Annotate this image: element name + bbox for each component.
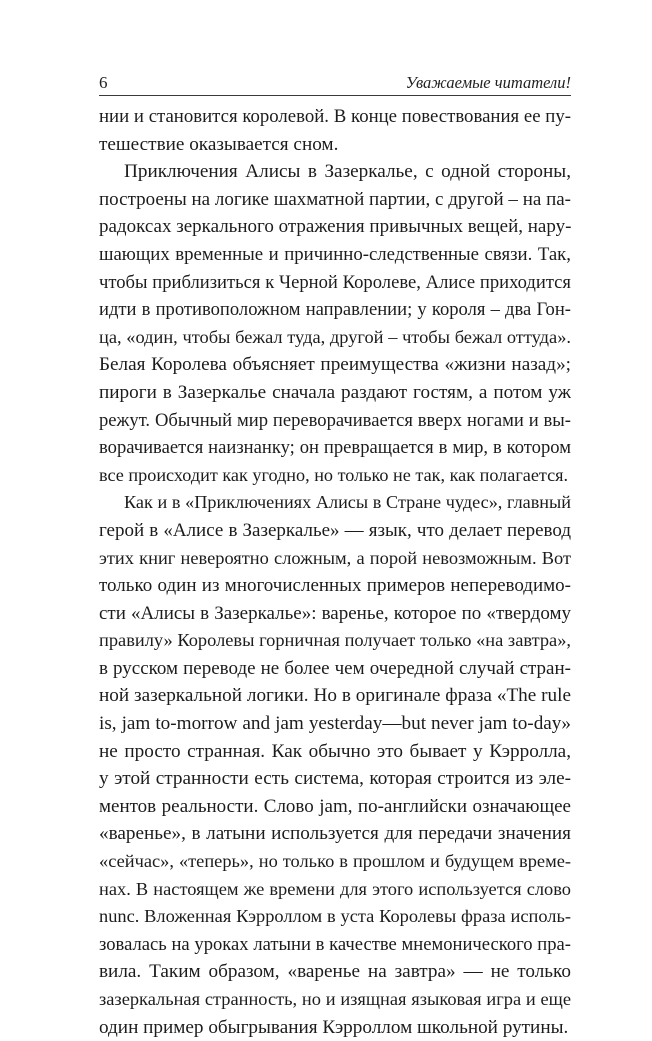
text-line: идти в противоположном направлении; у короля – два Гон- <box>99 299 571 321</box>
text-line: «варенье», в латыни используется для передачи значения <box>99 823 571 845</box>
running-title: Уважаемые читатели! <box>405 73 571 92</box>
text-line: радоксах зеркального отражения привычных вещей, нару- <box>99 216 572 238</box>
text-line: зовалась на уроках латыни в качестве мнемонического пра- <box>99 933 571 955</box>
text-line: не просто странная. Как обычно это бывает у Кэрролла, <box>99 740 571 762</box>
text-line: шающих временные и причинно-следственные связи. Так, <box>99 243 571 265</box>
text-line: Как и в «Приключениях Алисы в Стране чудес», главный <box>124 492 571 513</box>
text-line: в русском переводе не более чем очередной случай стран- <box>99 657 571 679</box>
body-text <box>99 103 571 1041</box>
text-line: правилу» Королевы горничная получает только «на завтра», <box>99 630 571 651</box>
text-line: нах. В настоящем же времени для этого используется слово <box>99 878 571 899</box>
text-line: этих книг невероятно сложным, а порой невозможным. Вот <box>99 547 571 568</box>
running-header <box>99 73 571 96</box>
text-line: ной зазеркальной логики. Но в оригинале фраза «The rule <box>99 685 571 707</box>
text-line: ментов реальности. Слово jam, по-английски означающее <box>99 795 571 817</box>
text-line: чтобы приблизиться к Черной Королеве, Алисе приходится <box>99 271 571 293</box>
text-line: зазеркальная странность, но и изящная языковая игра и еще <box>99 989 571 1009</box>
text-line: нии и становится королевой. В конце повествования ее пу- <box>99 106 571 127</box>
text-line: вила. Таким образом, «варенье на завтра» — не только <box>99 961 571 983</box>
page-number: 6 <box>99 73 108 92</box>
text-line: is, jam to-morrow and jam yesterday—but never jam to-day» <box>99 713 571 735</box>
text-line: сти «Алисы в Зазеркалье»: варенье, которое по «твердому <box>99 602 571 624</box>
text-line: у этой странности есть система, которая строится из эле- <box>99 768 571 790</box>
text-line: «сейчас», «теперь», но только в прошлом и будущем време- <box>99 851 571 872</box>
text-line: пироги в Зазеркалье сначала раздают гостям, а потом уж <box>99 381 571 403</box>
text-line: построены на логике шахматной партии, с другой – на па- <box>99 188 571 210</box>
text-line: только один из многочисленных примеров непереводимо- <box>99 575 571 597</box>
text-line: ворачивается наизнанку; он превращается в мир, в котором <box>99 437 571 459</box>
text-line: все происходит как угодно, но только не так, как полагается. <box>99 464 569 485</box>
text-line: Белая Королева объясняет преимущества «жизни назад»; <box>99 354 571 376</box>
text-line: герой в «Алисе в Зазеркалье» — язык, что делает перевод <box>99 519 571 541</box>
text-line: nunc. Вложенная Кэрроллом в уста Королевы фраза исполь- <box>99 906 571 927</box>
text-line: один пример обыгрывания Кэрроллом школьной рутины. <box>99 1016 569 1038</box>
text-line: режут. Обычный мир переворачивается вверх ногами и вы- <box>99 409 571 431</box>
text-line: ца, «один, чтобы бежал туда, другой – чтобы бежал оттуда». <box>99 326 571 347</box>
text-line: тешествие оказывается сном. <box>99 133 339 155</box>
text-line: Приключения Алисы в Зазеркалье, с одной стороны, <box>124 161 571 183</box>
